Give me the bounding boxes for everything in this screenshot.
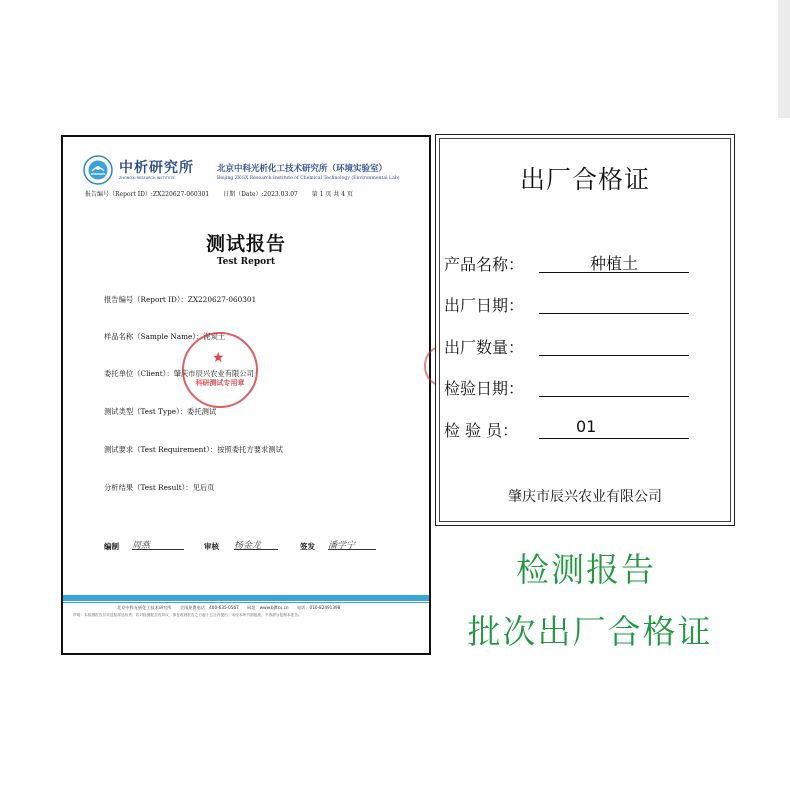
footer-disclaimer: 声明：本检测报告仅对送检样品负责；若对检测报告有异议，请在收到报告之日起十五日内提出；未经本所书面批准，不得部分复制本报告。 bbox=[73, 613, 302, 617]
report-title: 测试报告 bbox=[205, 233, 286, 255]
sign-label-issued: 签发 bbox=[300, 542, 315, 551]
institute-name-cn: 北京中科光析化工技术研究所（环境实验室） bbox=[217, 164, 388, 174]
cert-underline bbox=[539, 272, 689, 273]
footer-contact: 北京中科光析化工技术研究所 全国免费电话：400-635-0567 网址：www.bjftcs.cn 电话：010-82491398 bbox=[117, 605, 341, 610]
cert-underline bbox=[539, 313, 689, 314]
field-client: 委托单位（Client）：肇庆市辰兴农业有限公司 bbox=[104, 369, 254, 378]
logo-chinese-name: 中析研究所 bbox=[119, 160, 194, 176]
cert-label: 检 验 员： bbox=[444, 421, 519, 440]
star-icon: ★ bbox=[212, 350, 225, 366]
cert-label: 产品名称： bbox=[444, 255, 525, 274]
footer-bar bbox=[63, 595, 429, 601]
cert-label: 检验日期： bbox=[444, 379, 525, 398]
signature-row bbox=[104, 537, 424, 557]
cert-value: 种植土 bbox=[589, 254, 638, 273]
cert-label: 出厂数量： bbox=[444, 338, 525, 357]
field-report-id: 报告编号（Report ID）：ZX220627-060301 bbox=[104, 295, 257, 304]
institute-logo-icon bbox=[83, 155, 113, 185]
certificate-company: 肇庆市辰兴农业有限公司 bbox=[508, 489, 662, 505]
cert-label: 出厂日期： bbox=[444, 296, 525, 315]
edge-strip bbox=[778, 0, 790, 118]
cert-underline bbox=[539, 438, 689, 439]
header-report-id: 报告编号（Report ID）:ZX220627-060301 bbox=[85, 191, 210, 198]
sign-label-reviewed: 审核 bbox=[204, 542, 219, 551]
field-test-requirement: 测试要求（Test Requirement）：按照委托方要求测试 bbox=[104, 445, 283, 454]
cert-underline bbox=[539, 355, 689, 356]
cert-underline bbox=[539, 396, 689, 397]
logo-english-name: ZHONGXI RESEARCH INSTITUTE bbox=[119, 176, 175, 180]
caption-batch-certificate: 批次出厂合格证 bbox=[467, 612, 713, 651]
field-test-type: 测试类型（Test Type）：委托测试 bbox=[104, 407, 217, 416]
sign-label-compiled: 编制 bbox=[104, 542, 119, 551]
signature-compiled: 周燕 bbox=[132, 538, 184, 550]
report-header bbox=[83, 155, 423, 187]
signature-reviewed: 杨金龙 bbox=[234, 538, 278, 550]
certificate-title: 出厂合格证 bbox=[519, 165, 650, 194]
cert-value: 01 bbox=[576, 417, 597, 436]
signature-issued: 潘学宁 bbox=[328, 538, 376, 550]
footer-divider bbox=[63, 602, 429, 603]
header-page: 第 1 页 共 4 页 bbox=[311, 191, 353, 198]
institute-name-en: Beijing ZKGX Research Institute of Chemical Technology (Environmental Lab) bbox=[217, 176, 400, 181]
test-report-document bbox=[61, 135, 431, 655]
field-test-result: 分析结果（Test Result）：见后页 bbox=[104, 483, 215, 492]
stamp-text: 科研测试专用章 bbox=[195, 379, 245, 387]
header-date: 日期（Date）:2023.03.07 bbox=[223, 191, 298, 198]
field-sample-name: 样品名称（Sample Name）：泥炭土 bbox=[104, 332, 226, 341]
factory-certificate bbox=[435, 134, 735, 526]
report-header-line bbox=[85, 189, 365, 198]
caption-test-report: 检测报告 bbox=[516, 550, 656, 589]
red-seal-stamp bbox=[182, 332, 258, 408]
report-subtitle: Test Report bbox=[216, 257, 276, 267]
